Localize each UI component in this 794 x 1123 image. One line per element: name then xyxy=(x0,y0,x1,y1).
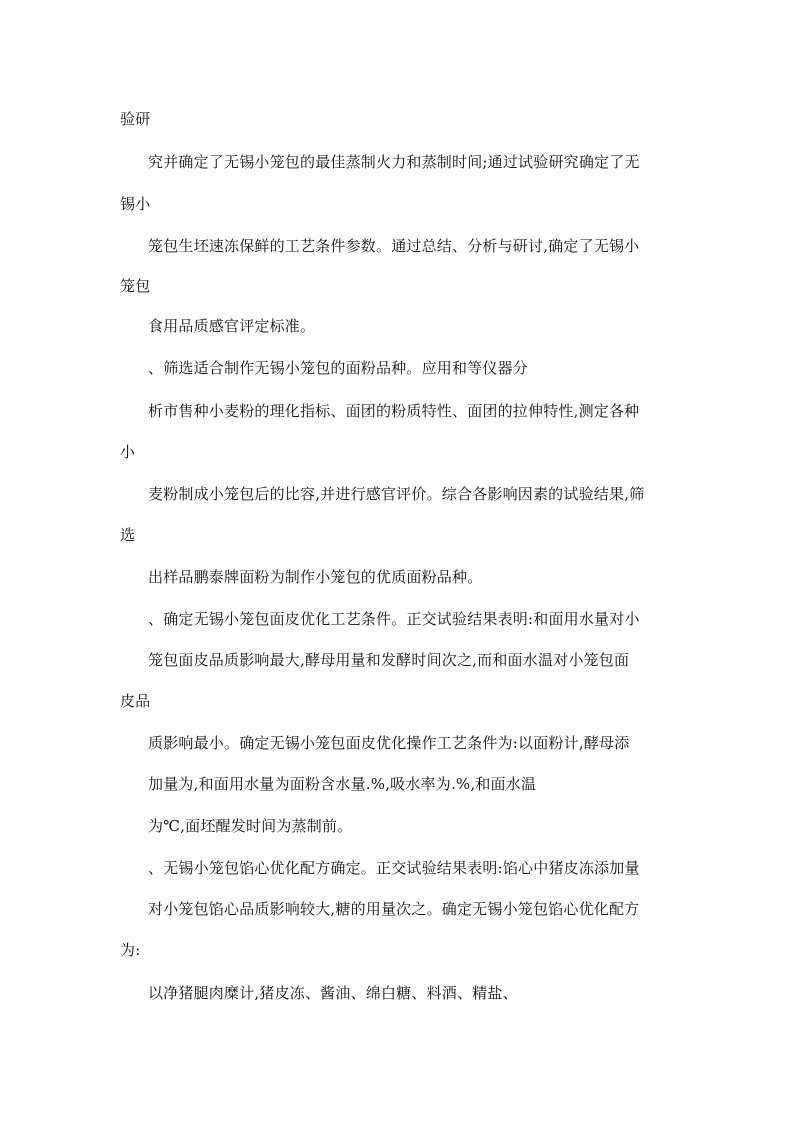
text-line: 笼包生坯速冻保鲜的工艺条件参数。通过总结、分析与研讨,确定了无锡小 xyxy=(148,237,640,255)
text-line: 、无锡小笼包馅心优化配方确定。正交试验结果表明:馅心中猪皮冻添加量 xyxy=(148,859,640,877)
text-line: 质影响最小。确定无锡小笼包面皮优化操作工艺条件为:以面粉计,酵母添 xyxy=(148,734,630,752)
text-line: 验研 xyxy=(120,110,151,128)
text-line: 对小笼包馅心品质影响较大,糖的用量次之。确定无锡小笼包馅心优化配方 xyxy=(148,900,640,918)
text-line: 选 xyxy=(120,526,136,544)
text-line: 笼包面皮品质影响最大,酵母用量和发酵时间次之,而和面水温对小笼包面 xyxy=(148,651,630,669)
text-line: 食用品质感官评定标准。 xyxy=(148,317,316,335)
text-line: 析市售种小麦粉的理化指标、面团的粉质特性、面团的拉伸特性,测定各种 xyxy=(148,402,640,420)
text-line: 加量为,和面用水量为面粉含水量.%,吸水率为.%,和面水温 xyxy=(148,775,537,793)
text-line: 为℃,面坯醒发时间为蒸制前。 xyxy=(148,817,353,835)
text-line: 小 xyxy=(120,443,136,461)
text-line: 、筛选适合制作无锡小笼包的面粉品种。应用和等仪器分 xyxy=(148,359,529,377)
text-line: 、确定无锡小笼包面皮优化工艺条件。正交试验结果表明:和面用水量对小 xyxy=(148,610,640,628)
text-line: 出样品鹏泰牌面粉为制作小笼包的优质面粉品种。 xyxy=(148,568,483,586)
text-line: 麦粉制成小笼包后的比容,并进行感官评价。综合各影响因素的试验结果,筛 xyxy=(148,485,645,503)
text-line: 笼包 xyxy=(120,277,151,295)
text-line: 锡小 xyxy=(120,195,151,213)
text-line: 以净猪腿肉糜计,猪皮冻、酱油、绵白糖、料酒、精盐、 xyxy=(148,984,518,1002)
text-line: 为: xyxy=(120,941,141,959)
text-line: 皮品 xyxy=(120,692,151,710)
text-line: 究并确定了无锡小笼包的最佳蒸制火力和蒸制时间;通过试验研究确定了无 xyxy=(148,153,640,171)
